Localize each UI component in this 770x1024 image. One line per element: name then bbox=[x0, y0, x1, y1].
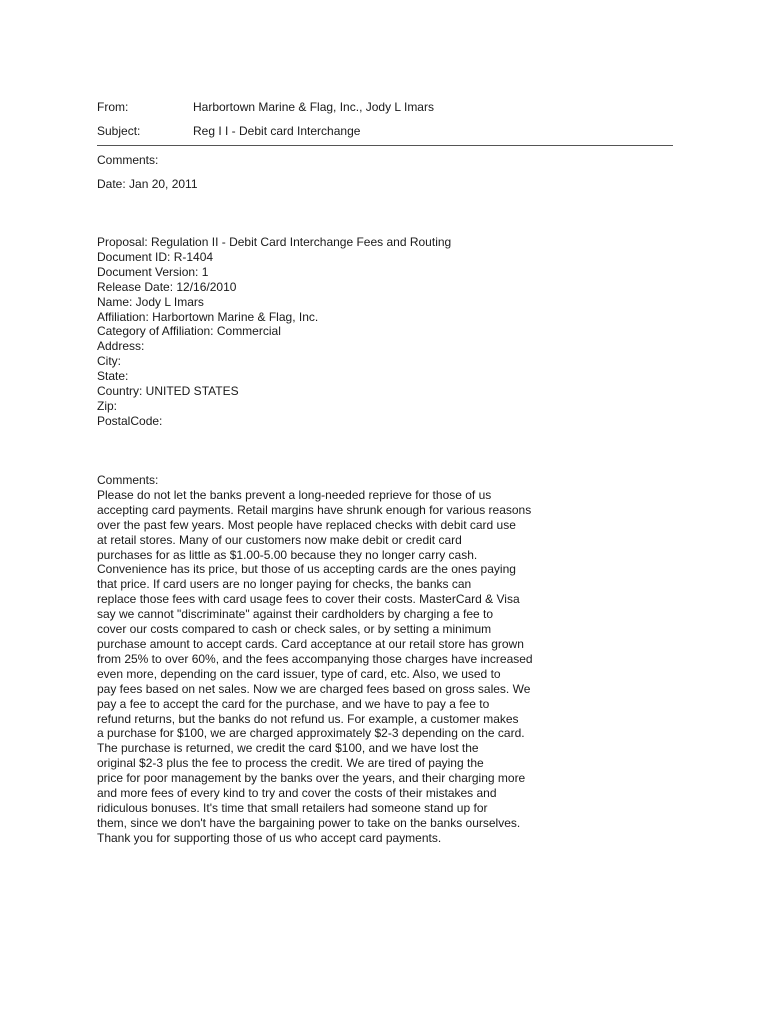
comment-line: pay fees based on net sales. Now we are charged fees based on gross sales. We bbox=[97, 681, 531, 696]
detail-line: Category of Affiliation: Commercial bbox=[97, 324, 281, 339]
comments-heading: Comments: bbox=[97, 153, 159, 167]
comment-line: over the past few years. Most people have replaced checks with debit card use bbox=[97, 517, 516, 532]
comment-line: say we cannot "discriminate" against their cardholders by charging a fee to bbox=[97, 607, 494, 622]
comment-line: ridiculous bonuses. It's time that small retailers had someone stand up for bbox=[97, 800, 488, 815]
comment-line: price for poor management by the banks over the years, and their charging more bbox=[97, 771, 526, 786]
comment-line: Comments: bbox=[97, 473, 159, 487]
comment-line: purchase amount to accept cards. Card acceptance at our retail store has grown bbox=[97, 636, 524, 651]
comment-line: from 25% to over 60%, and the fees accompanying those charges have increased bbox=[97, 651, 533, 666]
detail-line: Document ID: R-1404 bbox=[97, 249, 214, 264]
detail-line: Name: Jody L Imars bbox=[97, 294, 204, 309]
from-row bbox=[97, 100, 434, 114]
comment-line: them, since we don't have the bargaining power to take on the banks ourselves. bbox=[97, 815, 521, 830]
detail-line: Document Version: 1 bbox=[97, 264, 209, 279]
comment-line: and more fees of every kind to try and cover the costs of their mistakes and bbox=[97, 786, 497, 801]
comment-line: that price. If card users are no longer paying for checks, the banks can bbox=[97, 577, 472, 592]
detail-line: PostalCode: bbox=[97, 413, 163, 428]
subject-row bbox=[97, 124, 360, 138]
subject-label: Subject: bbox=[97, 124, 141, 138]
detail-line: Affiliation: Harbortown Marine & Flag, Inc. bbox=[97, 309, 319, 324]
comment-line: at retail stores. Many of our customers now make debit or credit card bbox=[97, 532, 462, 547]
comment-line: even more, depending on the card issuer, type of card, etc. Also, we used to bbox=[97, 666, 501, 681]
comment-line: Convenience has its price, but those of us accepting cards are the ones paying bbox=[97, 562, 516, 577]
comment-line: replace those fees with card usage fees to cover their costs. MasterCard & Visa bbox=[97, 592, 520, 607]
comment-line: original $2-3 plus the fee to process the credit. We are tired of paying the bbox=[97, 756, 484, 771]
comment-line: purchases for as little as $1.00-5.00 because they no longer carry cash. bbox=[97, 547, 478, 562]
subject-value: Reg I I - Debit card Interchange bbox=[193, 124, 361, 138]
comment-line: accepting card payments. Retail margins have shrunk enough for various reasons bbox=[97, 502, 532, 517]
detail-line: Zip: bbox=[97, 398, 118, 413]
detail-line: Proposal: Regulation II - Debit Card Interchange Fees and Routing bbox=[97, 235, 452, 249]
detail-line: City: bbox=[97, 354, 121, 369]
detail-line: State: bbox=[97, 369, 129, 384]
comment-line: pay a fee to accept the card for the purchase, and we have to pay a fee to bbox=[97, 696, 490, 711]
comment-line: refund returns, but the banks do not refund us. For example, a customer makes bbox=[97, 711, 519, 726]
comment-line: The purchase is returned, we credit the card $100, and we have lost the bbox=[97, 741, 479, 756]
header-divider bbox=[97, 145, 673, 146]
detail-line: Address: bbox=[97, 339, 145, 354]
from-value: Harbortown Marine & Flag, Inc., Jody L Imars bbox=[193, 100, 434, 114]
from-label: From: bbox=[97, 100, 129, 114]
detail-line: Country: UNITED STATES bbox=[97, 384, 239, 399]
proposal-details bbox=[97, 235, 717, 429]
detail-line: Release Date: 12/16/2010 bbox=[97, 279, 237, 294]
comment-line: a purchase for $100, we are charged approximately $2-3 depending on the card. bbox=[97, 726, 525, 741]
comment-line: Thank you for supporting those of us who accept card payments. bbox=[97, 830, 442, 845]
comment-line: Please do not let the banks prevent a long-needed reprieve for those of us bbox=[97, 487, 492, 502]
date-line: Date: Jan 20, 2011 bbox=[97, 177, 198, 191]
comment-body bbox=[97, 473, 717, 846]
comment-line: cover our costs compared to cash or check sales, or by setting a minimum bbox=[97, 622, 492, 637]
